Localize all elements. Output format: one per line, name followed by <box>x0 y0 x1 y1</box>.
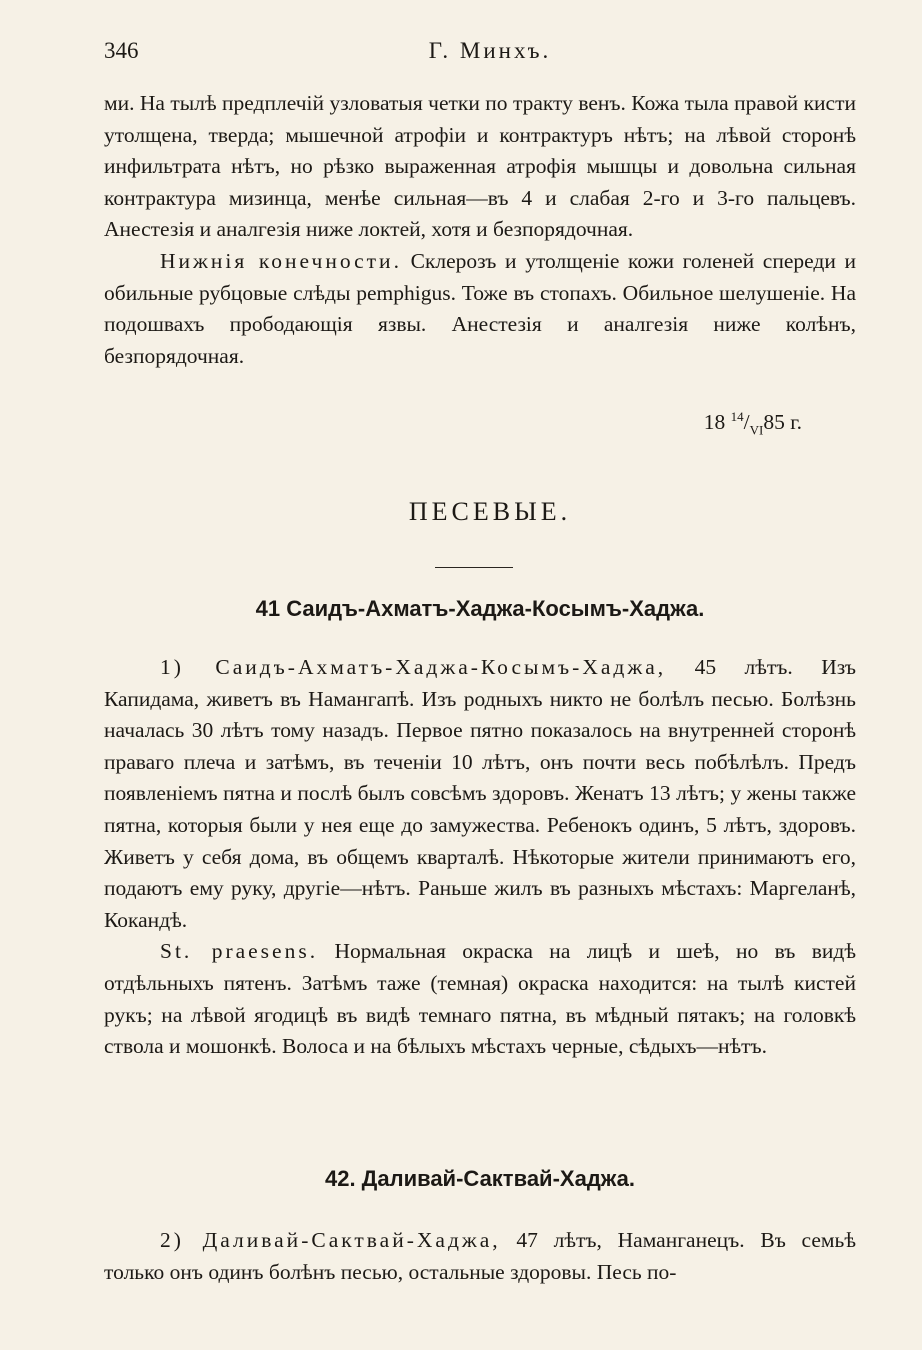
case-42-text <box>104 1225 856 1288</box>
case-41-status-text: Нормальная окраска на лицѣ и шеѣ, но въ видѣ отдѣльныхъ пятенъ. Затѣмъ таже (темная) окраска находится: на тылѣ кистей рукъ; на лѣвой ягодицѣ въ видѣ темнаго пятна, въ мѣдный пятакъ; на головкѣ ствола и мошонкѣ. Волоса и на бѣлыхъ мѣстахъ черные, сѣдыхъ—нѣтъ. <box>104 939 857 1059</box>
case-41-history: 45 лѣтъ. Изъ Капидама, живетъ въ Намангапѣ. Изъ родныхъ никто не болѣлъ песью. Болѣзнь началась 30 лѣтъ тому назадъ. Первое пятно показалось на внутренней сторонѣ праваго плеча и затѣмъ, въ теченіи 10 лѣтъ, онъ почти весь побѣлѣлъ. Предъ появленіемъ пятна и послѣ былъ совсѣмъ здоровъ. Женатъ 13 лѣтъ; у жены также пятна, которыя были у нея еще до замужества. Ребенокъ одинъ, 5 лѣтъ, здоровъ. Живетъ у себя дома, въ общемъ кварталѣ. Нѣкоторые жители принимаютъ его, подаютъ ему руку, другіе—нѣтъ. Раньше жилъ въ разныхъ мѣстахъ: Маргеланѣ, Кокандѣ. <box>104 655 856 932</box>
lower-limbs-text: Склерозъ и утолщеніе кожи голеней спереди и обильные рубцовые слѣды pemphigus. Тоже въ стопахъ. Обильное шелушеніе. На подошвахъ прободающія язвы. Анестезія и аналгезія ниже колѣнъ, безпорядочная. <box>104 248 857 368</box>
page-number: 346 <box>104 38 139 63</box>
page-header <box>104 38 856 68</box>
date-day: 14 <box>730 409 744 424</box>
case-41-title: 41 Саидъ-Ахматъ-Хаджа-Косымъ-Хаджа. <box>255 596 705 621</box>
record-date: 18 $^{14}/_{VI}85$ г. <box>703 409 802 438</box>
case-41-patient-name: 1) Саидъ-Ахматъ-Хаджа-Косымъ-Хаджа, <box>160 655 667 679</box>
case-42-title: 42. Даливай-Сактвай-Хаджа. <box>324 1166 635 1191</box>
case-41-history-paragraph <box>104 652 856 936</box>
continued-case-text <box>104 88 856 372</box>
lower-limbs-paragraph <box>104 246 856 372</box>
upper-limbs-paragraph: ми. На тылѣ предплечій узловатыя четки по тракту венъ. Кожа тыла правой кисти утолщена, тверда; мышечной атрофіи и контрактуръ нѣтъ; на лѣвой сторонѣ инфильтрата нѣтъ, но рѣзко выраженная атрофія мышцы и довольна сильная контрактура мизинца, менѣе сильная—въ 4 и слабая 2-го и 3-го пальцевъ. Анестезія и аналгезія ниже локтей, хотя и безпорядочная. <box>104 91 856 242</box>
lower-limbs-label: Нижнія конечности. <box>160 248 402 273</box>
date-suffix: г. <box>790 410 802 435</box>
date-year-prefix: 18 <box>703 410 726 435</box>
case-42-history: 47 лѣтъ, Наманганецъ. Въ семьѣ только онъ одинъ болѣнъ песью, остальные здоровы. Песь по- <box>104 1228 856 1284</box>
case-42-patient-name: 2) Даливай-Сактвай-Хаджа, <box>160 1228 501 1252</box>
case-41-text <box>104 652 856 1063</box>
case-41-status-paragraph <box>104 936 856 1062</box>
date-month: VI <box>749 422 764 438</box>
case-41-status-label: St. praesens. <box>160 939 319 964</box>
case-42-history-paragraph <box>104 1225 856 1288</box>
section-title: ПЕСЕВЫЕ. <box>408 497 572 526</box>
running-head: Г. Минхъ. <box>428 38 552 63</box>
date-year-suffix: 85 <box>763 410 785 435</box>
section-divider <box>435 567 513 568</box>
